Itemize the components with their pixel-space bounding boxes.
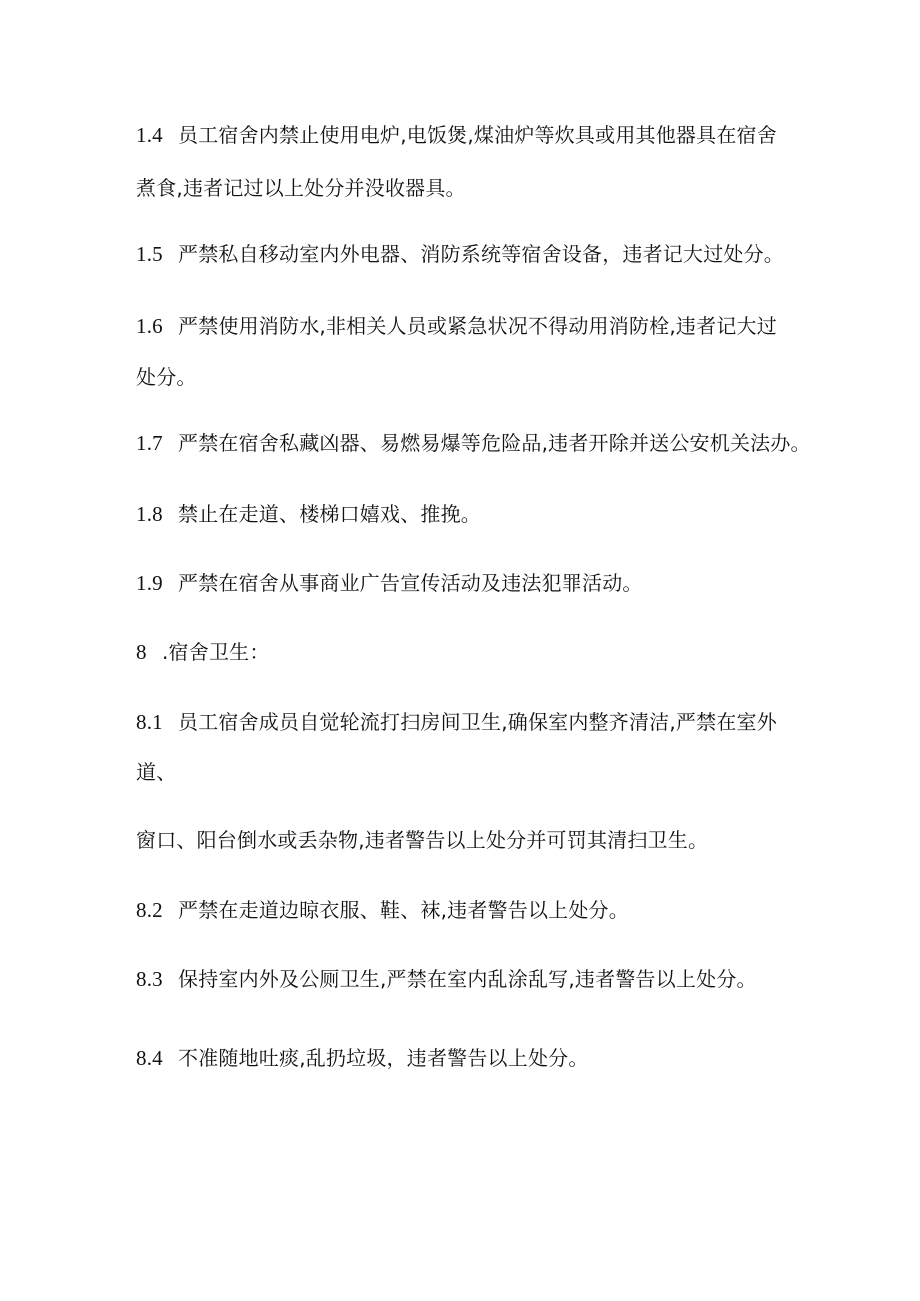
rule-1-4-continued [136,174,466,202]
rule-text: 禁止在走道、楼梯口嬉戏、推挽。 [178,502,481,526]
rule-1-6 [136,312,777,340]
section-number: 8 [136,640,147,664]
rule-number: 1.5 [136,242,163,266]
rule-number: 8.3 [136,967,163,991]
rule-text: 保持室内外及公厕卫生,严禁在室内乱涂乱写,违者警告以上处分。 [178,967,757,991]
rule-text-continued: 道、 [136,760,177,784]
rule-8-1-continued [136,758,176,786]
rule-1-8 [136,500,481,528]
rule-8-2 [136,896,629,924]
rule-1-4 [136,121,777,149]
rule-number: 1.6 [136,314,163,338]
rule-1-6-continued [136,363,197,391]
rule-number: 1.8 [136,502,163,526]
rule-number: 8.4 [136,1046,163,1070]
rule-text: 严禁在宿舍从事商业广告宣传活动及违法犯罪活动。 [178,571,643,595]
rule-text: 严禁在走道边晾衣服、鞋、袜,违者警告以上处分。 [178,898,629,922]
rule-text: 员工宿舍成员自觉轮流打扫房间卫生,确保室内整齐清洁,严禁在室外 [178,710,777,734]
section-title: .宿舍卫生： [162,640,270,664]
rule-8-4 [136,1044,589,1072]
rule-number: 1.7 [136,431,163,455]
rule-number: 1.9 [136,571,163,595]
rule-8-1 [136,708,777,736]
rule-text: 员工宿舍内禁止使用电炉,电饭煲,煤油炉等炊具或用其他器具在宿舍 [178,123,777,147]
rule-1-5 [136,240,784,268]
rule-text-continued: 煮食,违者记过以上处分并没收器具。 [136,176,466,200]
rule-1-7 [136,429,811,457]
rule-number: 1.4 [136,123,163,147]
rule-text: 严禁私自移动室内外电器、消防系统等宿舍设备，违者记大过处分。 [178,242,784,266]
section-heading-dorm-hygiene [136,638,270,666]
rule-1-9 [136,569,643,597]
rule-number: 8.2 [136,898,163,922]
rule-8-3 [136,965,757,993]
rule-text: 严禁使用消防水,非相关人员或紧急状况不得动用消防栓,违者记大过 [178,314,777,338]
rule-text: 严禁在宿舍私藏凶器、易燃易爆等危险品,违者开除并送公安机关法办。 [178,431,811,455]
rule-text: 不准随地吐痰,乱扔垃圾，违者警告以上处分。 [178,1046,589,1070]
rule-text-continued: 窗口、阳台倒水或丢杂物,违者警告以上处分并可罚其清扫卫生。 [136,828,709,852]
rule-number: 8.1 [136,710,163,734]
rule-8-1-continued-2 [136,826,708,854]
rule-text-continued: 处分。 [136,365,197,389]
